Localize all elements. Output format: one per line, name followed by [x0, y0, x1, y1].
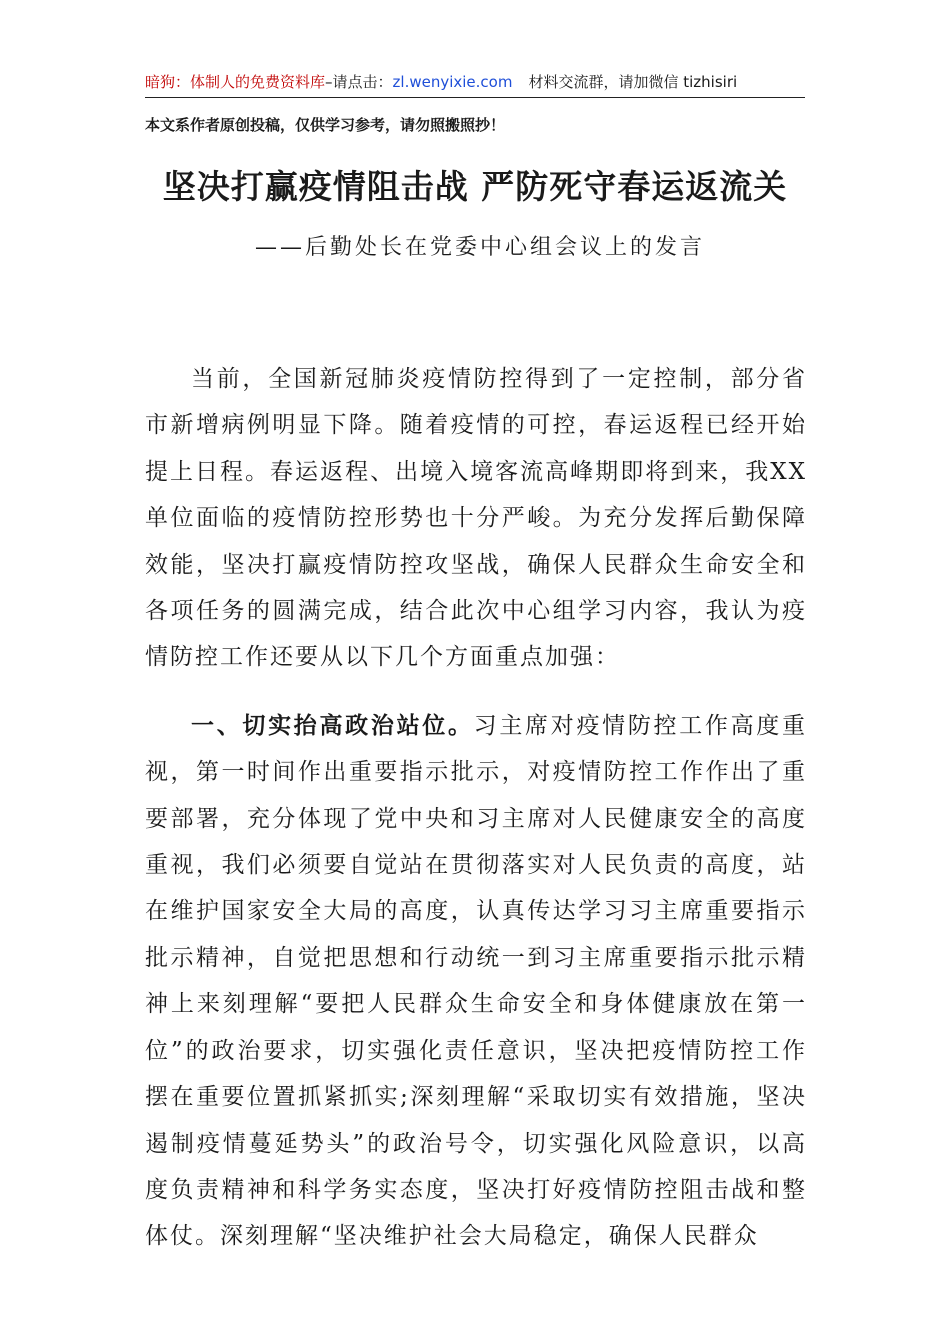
header-bar	[145, 68, 805, 96]
copyright-notice: 本文系作者原创投稿，仅供学习参考，请勿照搬照抄！	[145, 116, 506, 134]
header-link[interactable]: zl.wenyixie.com	[392, 73, 513, 91]
header-click-label: –请点击：	[325, 73, 393, 91]
section-1-body: 习主席对疫情防控工作高度重视，第一时间作出重要指示批示，对疫情防控工作作出了重要部署，充分体现了党中央和习主席对人民健康安全的高度重视，我们必须要自觉站在贯彻落实对人民负责的高度，站在维护国家安全大局的高度，认真传达学习习主席重要指示批示精神，自觉把思想和行动统一到习主席重要指示批示精神上来刻理解“要把人民群众生命安全和身体健康放在第一位”的政治要求，切实强化责任意识，坚决把疫情防控工作摆在重要位置抓紧抓实;深刻理解“采取切实有效措施，坚决遏制疫情蔓延势头”的政治号令，切实强化风险意识，以高度负责精神和科学务实态度，坚决打好疫情防控阻击战和整体仗。深刻理解“坚决维护社会大局稳定，确保人民群众	[145, 712, 808, 1250]
document-body	[145, 356, 807, 1260]
document-title: 坚决打赢疫情阻击战 严防死守春运返流关	[162, 167, 788, 206]
section-1-paragraph	[145, 703, 807, 1260]
header-contact: 材料交流群，请加微信 tizhisiri	[528, 73, 738, 91]
intro-paragraph: 当前，全国新冠肺炎疫情防控得到了一定控制，部分省市新增病例明显下降。随着疫情的可控，春运返程已经开始提上日程。春运返程、出境入境客流高峰期即将到来，我XX单位面临的疫情防控形势也十分严峻。为充分发挥后勤保障效能，坚决打赢疫情防控攻坚战，确保人民群众生命安全和各项任务的圆满完成，结合此次中心组学习内容，我认为疫情防控工作还要从以下几个方面重点加强：	[145, 366, 807, 671]
header-divider	[145, 97, 805, 98]
document-subtitle: ——后勤处长在党委中心组会议上的发言	[254, 235, 705, 260]
header-brand: 暗狗：体制人的免费资料库	[145, 73, 326, 91]
section-1-heading: 一、切实抬高政治站位。	[191, 712, 474, 739]
